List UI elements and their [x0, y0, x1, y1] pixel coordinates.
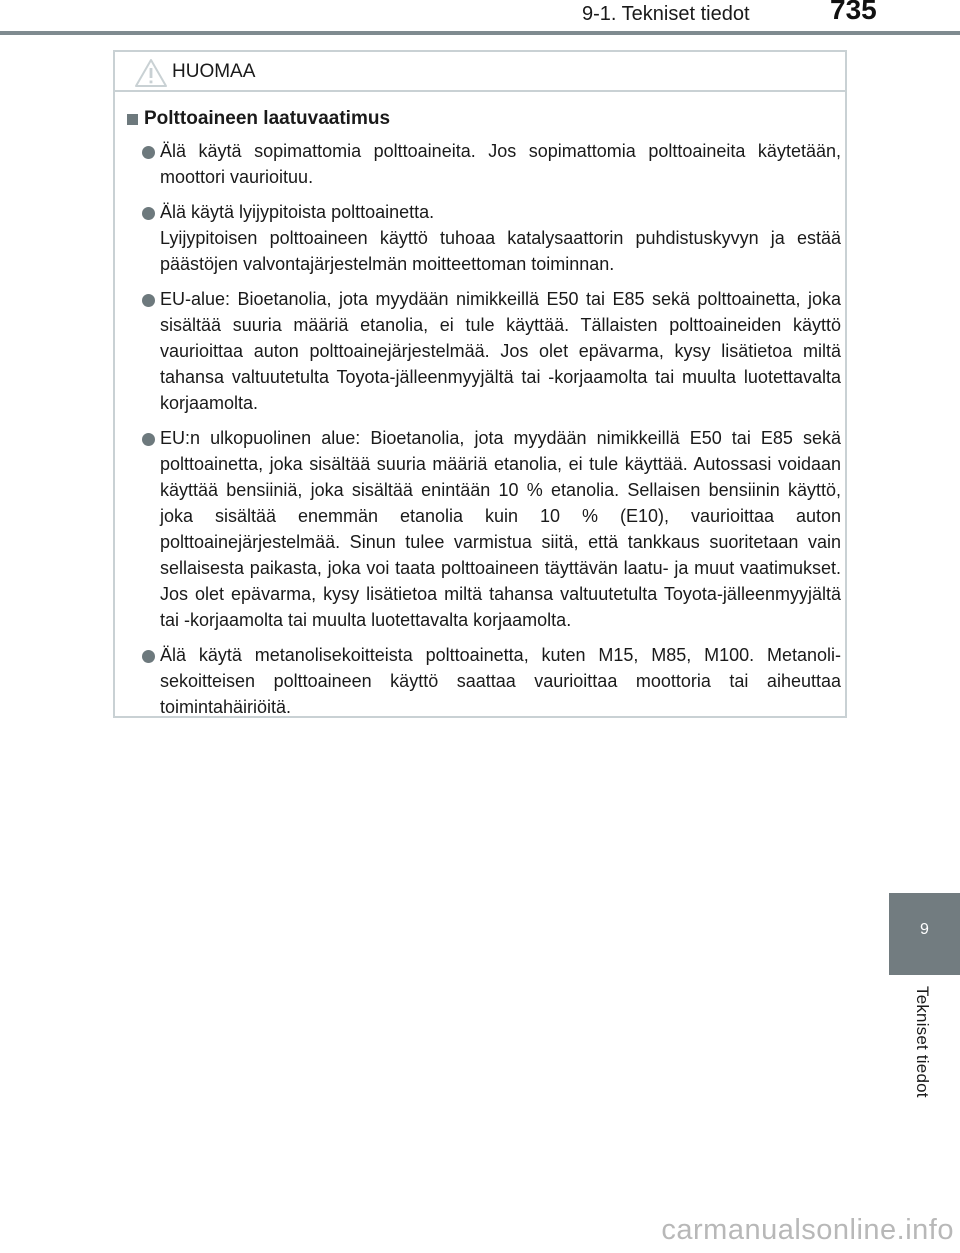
bullet-text: EU:n ulkopuolinen alue: Bioetanolia, jota myydään nimikkeillä E50 tai E85 sekä polttoainetta, joka sisältää suuria määriä etanolia, ei tule käyttää. Autossasi voidaan käyttää bensiiniä, joka sisältää enintään 10 % etanolia. Sellaisen bensiinin käyttö, joka sisältää enemmän etanolia kuin 10 % (E10), vaurioittaa auton polttoainejärjestelmää. Sinun tulee varmistua siitä, että tankkaus suoritetaan vain sellaisesta paikasta, joka voi taata polttoaineen täyttävän laatu- ja muut vaatimukset. Jos olet epävarma, kysy lisätietoa miltä tahansa valtuutetulta Toyota-jälleenmyyjältä tai -korjaamolta tai muulta luotettavalta korjaamolta.: [160, 428, 841, 630]
bullet-text: Älä käytä lyijypitoista polttoainetta.: [160, 202, 435, 222]
section-label: 9-1. Tekniset tiedot: [582, 3, 750, 25]
section-heading: [127, 108, 841, 130]
notice-box: [113, 50, 847, 718]
header-rule: [0, 31, 960, 35]
round-bullet-icon: [142, 650, 155, 663]
page-number: 735: [830, 0, 877, 25]
bullet-item: [127, 199, 841, 277]
section-heading-text: Polttoaineen laatuvaatimus: [144, 108, 391, 129]
bullet-text: EU-alue: Bioetanolia, jota myydään nimikkeillä E50 tai E85 sekä polttoainetta, joka sisältää suuria määriä etanolia, ei tule käyttää. Tällaisten polttoaineiden käyttö vaurioittaa auton polttoainejärjestelmää. Jos olet epävarma, kysy lisätietoa miltä tahansa valtuutetulta Toyota-jälleenmyyjältä tai -korjaamolta tai muulta luotettavalta korjaamolta.: [160, 289, 841, 413]
round-bullet-icon: [142, 207, 155, 220]
warning-triangle-icon: [134, 58, 168, 88]
round-bullet-icon: [142, 433, 155, 446]
round-bullet-icon: [142, 294, 155, 307]
watermark: carmanualsonline.info: [661, 1214, 954, 1246]
bullet-text: Lyijypitoisen polttoaineen käyttö tuhoaa katalysaattorin puhdistuskyvyn ja estää päästöjen valvontajärjestelmän moitteettoman toiminnan.: [160, 228, 841, 274]
bullet-item: [127, 138, 841, 190]
chapter-title: Tekniset tiedot: [913, 986, 932, 1098]
bullet-text: Älä käytä metanolisekoitteista polttoainetta, kuten M15, M85, M100. Metanolisekoitteisen polttoaineen käyttö saattaa vaurioittaa moottoria tai aiheuttaa toimintahäiriöitä.: [160, 645, 841, 717]
bullet-item: [127, 425, 841, 633]
bullet-item: [127, 286, 841, 416]
round-bullet-icon: [142, 146, 155, 159]
notice-header: [115, 52, 845, 92]
square-bullet-icon: [127, 114, 138, 125]
notice-body: [127, 108, 841, 729]
chapter-number: 9: [920, 921, 929, 938]
page-header: [0, 0, 960, 34]
bullet-text: Älä käytä sopimattomia polttoaineita. Jos sopimattomia polttoaineita käytetään, moottori vaurioituu.: [160, 141, 841, 187]
notice-title: HUOMAA: [172, 61, 256, 82]
bullet-item: [127, 642, 841, 720]
chapter-tab: [889, 893, 960, 975]
